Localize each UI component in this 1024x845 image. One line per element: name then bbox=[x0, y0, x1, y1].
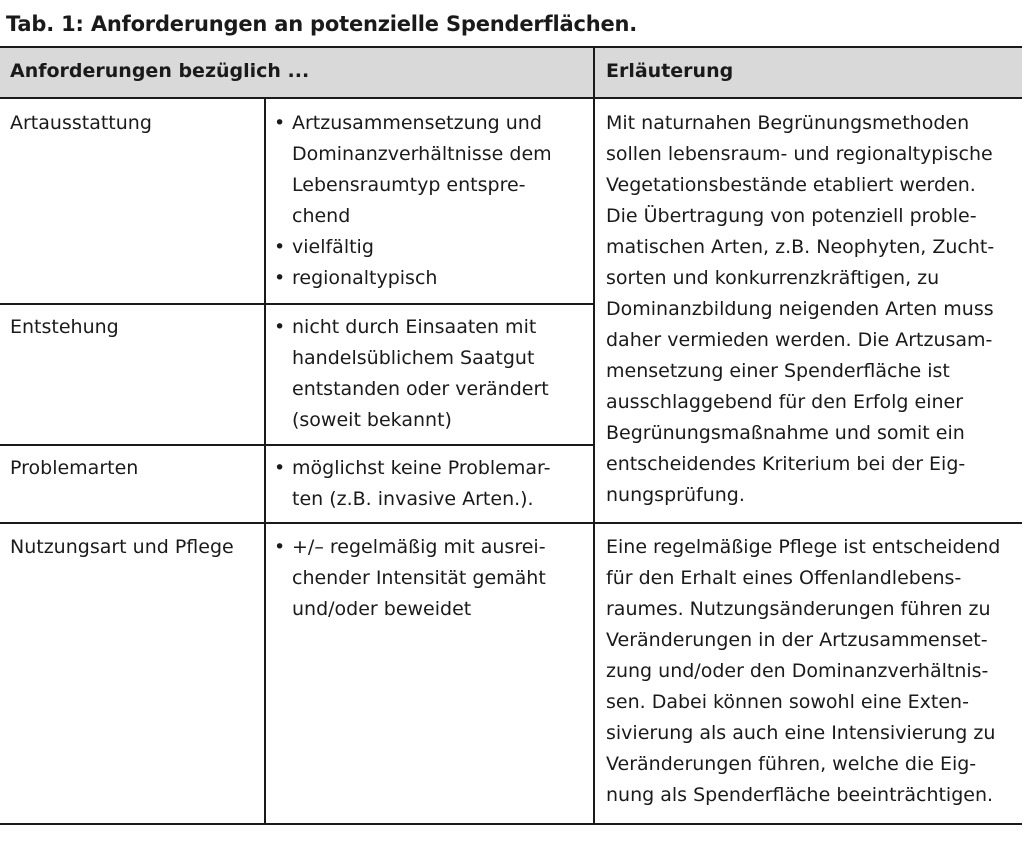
table-bottom-rule bbox=[0, 823, 1022, 825]
bullet-list bbox=[272, 312, 587, 436]
list-item: • möglichst keine Problemar- ten (z.B. invasive Arten.). bbox=[272, 453, 587, 515]
row-divider bbox=[0, 522, 1022, 524]
row-label: Artausstattung bbox=[10, 112, 152, 134]
table-title: Tab. 1: Anforderungen an potenzielle Spenderflächen. bbox=[6, 12, 638, 36]
bullet-list bbox=[272, 453, 587, 515]
row-label: Problemarten bbox=[10, 457, 139, 479]
list-item: • nicht durch Einsaaten mit handelsüblichem Saatgut entstanden oder verändert (soweit bekannt) bbox=[272, 312, 587, 436]
bullet-list bbox=[272, 108, 587, 294]
header-explanation: Erläuterung bbox=[606, 60, 734, 82]
requirements-table bbox=[0, 46, 1022, 825]
column-divider-main bbox=[593, 46, 595, 825]
row-label: Entstehung bbox=[10, 316, 119, 338]
row-divider bbox=[0, 303, 595, 305]
header-requirements: Anforderungen bezüglich ... bbox=[10, 60, 310, 82]
explanation-text: Mit naturnahen Begrünungsmethoden sollen lebensraum- und regionaltypische Vegetationsbestände etabliert werden. Die Übertragung von potenziell proble- matischen Arten, z.B. Neophyten, Zucht- sorten und konkurrenzkräftigen, zu Dominanzbildung neigenden Arten muss daher vermieden werden. Die Artzusam- mensetzung einer Spenderfläche ist ausschlaggebend für den Erfolg einer Begrünungsmaßnahme und somit ein entscheidendes Kriterium bei der Eig- nungsprüfung. bbox=[606, 112, 995, 506]
list-item: • vielfältig bbox=[272, 232, 587, 263]
row-label: Nutzungsart und Pflege bbox=[10, 536, 234, 558]
column-divider-inner bbox=[264, 99, 266, 825]
table-header bbox=[0, 46, 1022, 99]
row-divider bbox=[0, 444, 595, 446]
bullet-list bbox=[272, 532, 587, 625]
list-item: • regionaltypisch bbox=[272, 263, 587, 294]
list-item: • Artzusammensetzung und Dominanzverhältnisse dem Lebensraumtyp entspre- chend bbox=[272, 108, 587, 232]
explanation-text: Eine regelmäßige Pflege ist entscheidend für den Erhalt eines Offenlandlebens- raumes. Nutzungsänderungen führen zu Veränderungen in der Artzusammenset- zung und/oder den Dominanzverhältnis- sen. Dabei können sowohl eine Exten- sivierung als auch eine Intensivierung zu Veränderungen führen, welche die Eig- nung als Spenderfläche beeinträchtigen. bbox=[606, 536, 1001, 806]
list-item: • +/– regelmäßig mit ausrei- chender Intensität gemäht und/oder beweidet bbox=[272, 532, 587, 625]
